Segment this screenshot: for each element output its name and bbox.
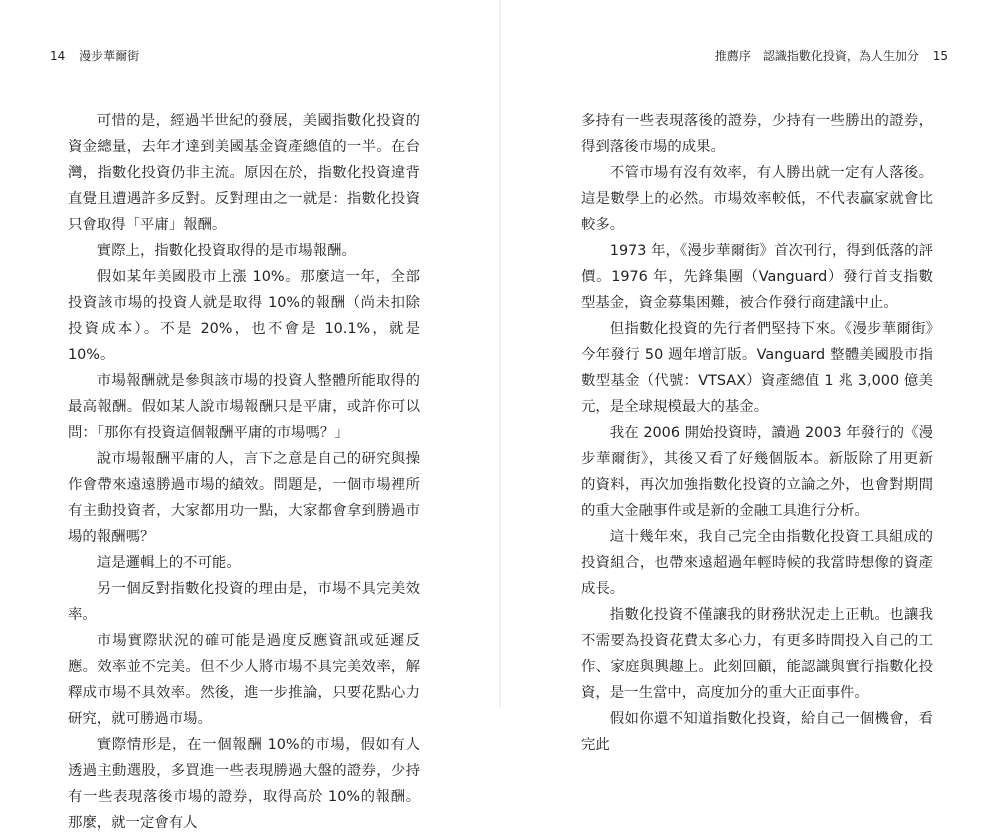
paragraph: 假如你還不知道指數化投資，給自己一個機會，看完此 [581, 711, 933, 753]
paragraph: 另一個反對指數化投資的理由是，市場不具完美效率。 [68, 581, 420, 623]
right-body-text [581, 108, 933, 758]
continued-paragraph: 多持有一些表現落後的證券，少持有一些勝出的證券，得到落後市場的成果。 [581, 113, 933, 155]
paragraph: 市場報酬就是參與該市場的投資人整體所能取得的最高報酬。假如某人說市場報酬只是平庸，或許你可以問：「那你有投資這個報酬平庸的市場嗎？」 [68, 373, 420, 441]
right-running-head [715, 48, 948, 64]
paragraph: 假如某年美國股市上漲 10%。那麼這一年，全部投資該市場的投資人就是取得 10%的報酬（尚未扣除投資成本）。不是 20%，也不會是 10.1%，就是 10%。 [68, 269, 420, 363]
right-page-number: 15 [932, 49, 948, 63]
paragraph: 市場實際狀況的確可能是過度反應資訊或延遲反應。效率並不完美。但不少人將市場不具完美效率，解釋成市場不具效率。然後，進一步推論，只要花點心力研究，就可勝過市場。 [68, 633, 420, 727]
paragraph: 可惜的是，經過半世紀的發展，美國指數化投資的資金總量，去年才達到美國基金資產總值的一半。在台灣，指數化投資仍非主流。原因在於，指數化投資違背直覺且遭遇許多反對。反對理由之一就是：指數化投資只會取得「平庸」報酬。 [68, 113, 420, 233]
left-running-head [50, 48, 139, 64]
paragraph: 實際上，指數化投資取得的是市場報酬。 [96, 243, 356, 259]
right-running-title: 推薦序 認識指數化投資，為人生加分 [714, 49, 919, 63]
paragraph: 1973 年，《漫步華爾街》首次刊行，得到低落的評價。1976 年，先鋒集團（Vanguard）發行首支指數型基金，資金募集困難，被合作發行商建議中止。 [581, 243, 933, 311]
left-page-number: 14 [50, 49, 66, 63]
right-page [501, 0, 1000, 753]
paragraph: 這是邏輯上的不可能。 [96, 555, 241, 571]
paragraph: 不管市場有沒有效率，有人勝出就一定有人落後。這是數學上的必然。市場效率較低，不代表贏家就會比較多。 [581, 165, 933, 233]
paragraph: 指數化投資不僅讓我的財務狀況走上正軌。也讓我不需要為投資花費太多心力，有更多時間投入自己的工作、家庭與興趣上。此刻回顧，能認識與實行指數化投資，是一生當中，高度加分的重大正面事件。 [581, 607, 933, 701]
paragraph: 我在 2006 開始投資時，讀過 2003 年發行的《漫步華爾街》，其後又看了好幾個版本。新版除了用更新的資料，再次加強指數化投資的立論之外，也會對期間的重大金融事件或是新的金融工具進行分析。 [581, 425, 933, 519]
paragraph: 實際情形是，在一個報酬 10%的市場，假如有人透過主動選股，多買進一些表現勝過大盤的證券，少持有一些表現落後市場的證券，取得高於 10%的報酬。那麼，就一定會有人 [68, 737, 420, 831]
left-page [0, 0, 499, 831]
left-running-title: 漫步華爾街 [79, 49, 140, 63]
paragraph: 但指數化投資的先行者們堅持下來。《漫步華爾街》今年發行 50 週年增訂版。Vanguard 整體美國股市指數型基金（代號：VTSAX）資產總值 1 兆 3,000 億美元，是全球規模最大的基金。 [581, 321, 933, 415]
left-body-text [68, 108, 420, 836]
paragraph: 這十幾年來，我自己完全由指數化投資工具組成的投資組合，也帶來遠超過年輕時候的我當時想像的資產成長。 [581, 529, 933, 597]
paragraph: 說市場報酬平庸的人，言下之意是自己的研究與操作會帶來遠遠勝過市場的績效。問題是，一個市場裡所有主動投資者，大家都用功一點，大家都會拿到勝過市場的報酬嗎？ [68, 451, 420, 545]
